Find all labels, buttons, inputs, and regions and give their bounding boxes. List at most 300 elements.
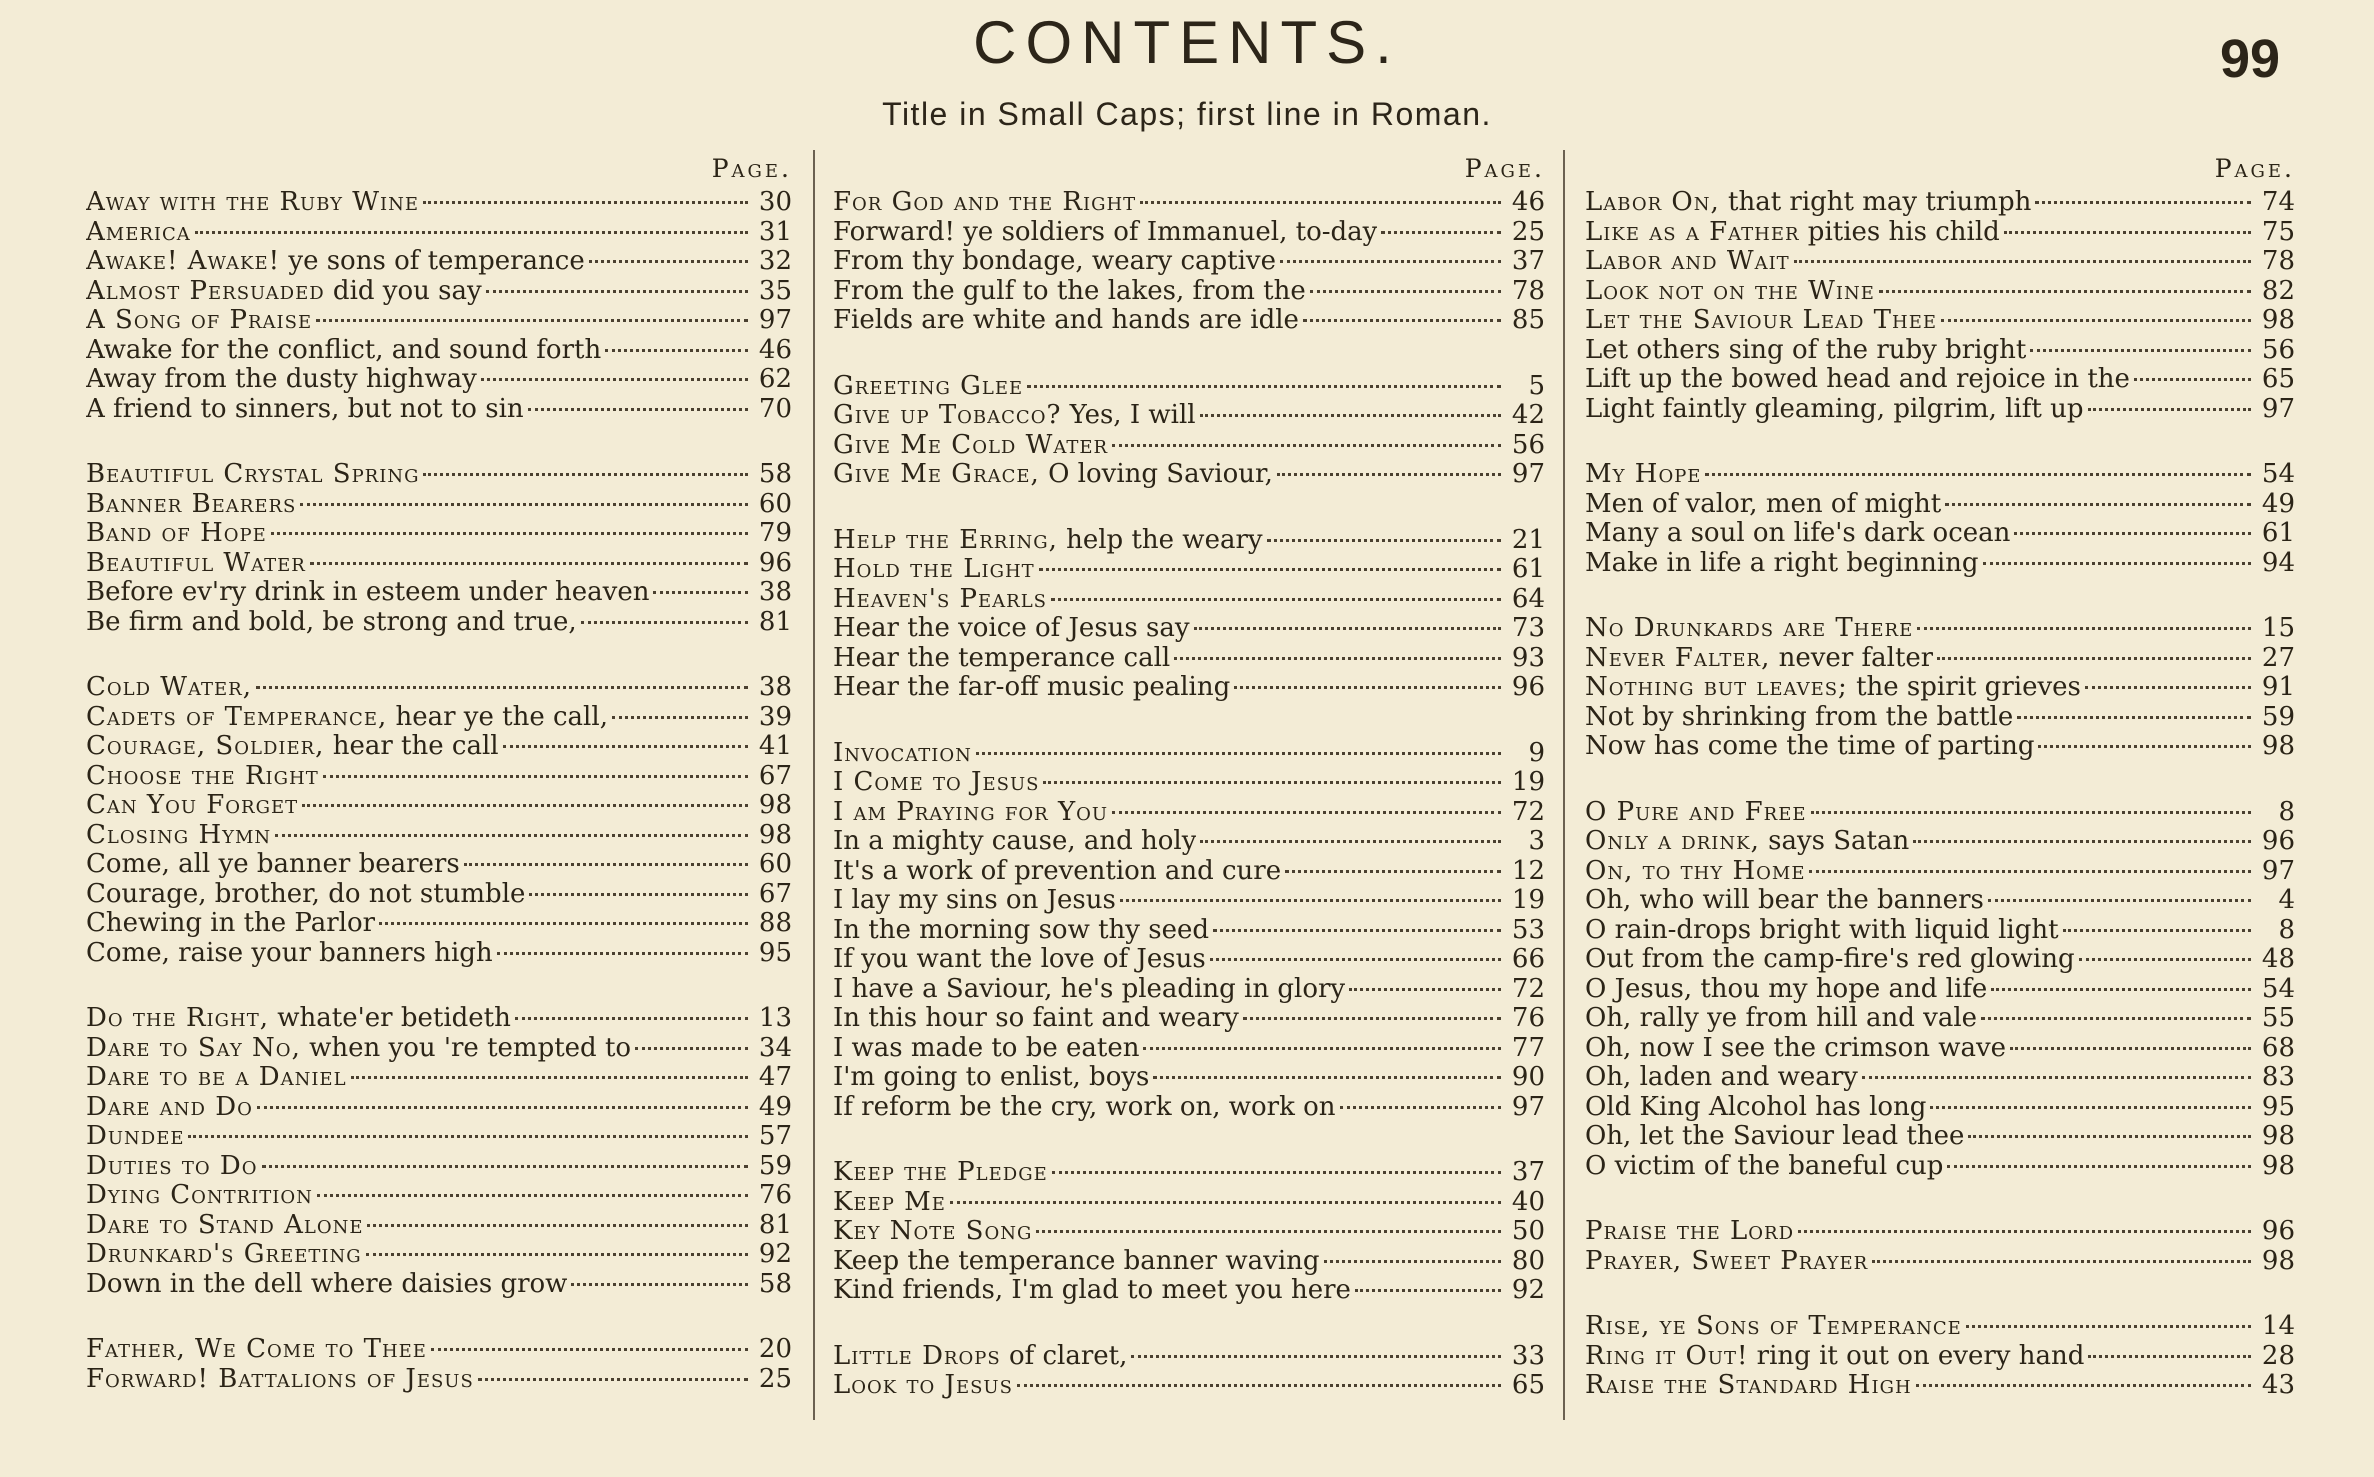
- entry-caps-title: Cadets of Temperance,: [86, 702, 388, 732]
- toc-entry: [1585, 1342, 2295, 1372]
- toc-entry: [1585, 1063, 2295, 1093]
- entry-group: [86, 188, 792, 424]
- entry-page-number: 38: [758, 577, 792, 607]
- entry-title: [86, 519, 267, 549]
- entry-page-number: 12: [1511, 855, 1545, 886]
- entry-page-number: 92: [758, 1239, 792, 1269]
- dot-leader: [2017, 716, 2251, 719]
- entry-title: [1585, 519, 2010, 549]
- entry-group: [833, 372, 1545, 490]
- dot-leader: [300, 503, 748, 506]
- entry-caps-title: Invocation: [833, 738, 972, 768]
- toc-entry: [1585, 945, 2295, 975]
- dot-leader: [2088, 408, 2251, 411]
- dot-leader: [256, 686, 748, 689]
- entry-page-number: 50: [1511, 1216, 1545, 1246]
- toc-entry: [86, 909, 792, 939]
- toc-entry: [86, 1270, 792, 1300]
- entry-title: [1585, 218, 2000, 248]
- entry-page-number: 80: [1511, 1245, 1545, 1276]
- toc-entry: [1585, 519, 2295, 549]
- entry-page-number: 78: [1511, 275, 1545, 306]
- dot-leader: [1153, 1076, 1501, 1079]
- dot-leader: [1131, 1355, 1501, 1358]
- entry-page-number: 19: [1511, 885, 1545, 915]
- entry-first-line: Old King Alcohol has long: [1585, 1092, 1927, 1122]
- toc-entry: [833, 1342, 1545, 1372]
- entry-title: [833, 372, 1023, 402]
- entry-caps-title: Give Me Cold Water: [833, 430, 1109, 460]
- entry-page-number: 32: [758, 246, 792, 276]
- toc-entry: [1585, 886, 2295, 916]
- page-number: 99: [2220, 29, 2281, 89]
- entry-first-line: Now has come the time of parting: [1585, 732, 2035, 761]
- toc-entry: [1585, 490, 2295, 520]
- toc-entry: [1585, 549, 2295, 579]
- contents-column-1: [86, 150, 792, 1430]
- toc-entry: [86, 1240, 792, 1270]
- toc-entry: [86, 791, 792, 821]
- toc-entry: [833, 644, 1545, 674]
- toc-entry: [86, 1211, 792, 1241]
- entry-caps-title: Away with the Ruby Wine: [86, 188, 420, 217]
- toc-entry: [1585, 1122, 2295, 1152]
- entry-title: [1585, 306, 1937, 336]
- entry-group: [833, 526, 1545, 703]
- entry-first-line: hear ye the call,: [387, 702, 608, 732]
- dot-leader: [1234, 686, 1501, 689]
- entry-first-line: It's a work of prevention and cure: [833, 856, 1282, 886]
- entry-first-line: O Jesus, thou my hope and life: [1585, 974, 1988, 1004]
- entry-title: [86, 1004, 511, 1034]
- entry-caps-title: Dying Contrition: [86, 1181, 313, 1210]
- toc-entry: [86, 336, 792, 366]
- entry-caps-title: Keep the Pledge: [833, 1158, 1048, 1187]
- entry-caps-title: Dare to Stand Alone: [86, 1210, 364, 1240]
- entry-page-number: 85: [1511, 305, 1545, 335]
- entry-first-line: Oh, laden and weary: [1585, 1063, 1858, 1092]
- entry-first-line: In the morning sow thy seed: [833, 915, 1209, 945]
- toc-entry: [1585, 1093, 2295, 1123]
- entry-group: [833, 188, 1545, 336]
- dot-leader: [976, 752, 1501, 755]
- entry-caps-title: Father, We Come to Thee: [86, 1335, 427, 1364]
- entry-first-line: Be firm and bold, be strong and true,: [86, 607, 577, 637]
- entry-title: [833, 673, 1230, 703]
- entry-title: [833, 1247, 1320, 1277]
- entry-first-line: pities his child: [1799, 217, 2000, 247]
- dot-leader: [1947, 1165, 2251, 1168]
- dot-leader: [1355, 1289, 1501, 1292]
- toc-entry: [833, 916, 1545, 946]
- dot-leader: [2134, 378, 2251, 381]
- entry-title: [1585, 1152, 1943, 1182]
- entry-title: [1585, 277, 1875, 307]
- dot-leader: [431, 1348, 748, 1351]
- entry-title: [86, 395, 524, 425]
- entry-title: [86, 791, 298, 821]
- entry-caps-title: Look to Jesus: [833, 1371, 1013, 1400]
- toc-entry: [833, 1004, 1545, 1034]
- entry-first-line: I'm going to enlist, boys: [833, 1063, 1150, 1092]
- entry-groups: [833, 188, 1545, 1401]
- toc-entry: [833, 614, 1545, 644]
- entry-title: [86, 703, 608, 733]
- entry-first-line: Oh, let the Saviour lead thee: [1585, 1122, 1965, 1151]
- entry-title: [833, 975, 1345, 1005]
- entry-caps-title: Courage, Soldier,: [86, 732, 325, 761]
- entry-caps-title: Labor On,: [1585, 188, 1720, 217]
- entry-title: [86, 762, 319, 792]
- toc-entry: [833, 1276, 1545, 1306]
- entry-page-number: 5: [1528, 370, 1545, 401]
- toc-entry: [1585, 827, 2295, 857]
- entry-caps-title: Duties to Do: [86, 1151, 258, 1181]
- entry-page-number: 28: [2261, 1340, 2295, 1371]
- entry-page-number: 55: [2261, 1003, 2295, 1033]
- toc-entry: [1585, 732, 2295, 762]
- toc-entry: [1585, 1312, 2295, 1342]
- dot-leader: [351, 1076, 748, 1079]
- dot-leader: [2085, 686, 2251, 689]
- entry-title: [86, 1122, 184, 1152]
- toc-entry: [86, 703, 792, 733]
- entry-caps-title: Nothing but leaves;: [1585, 673, 1848, 702]
- dot-leader: [367, 1224, 748, 1227]
- entry-caps-title: Labor and Wait: [1585, 247, 1790, 276]
- dot-leader: [262, 1165, 749, 1168]
- toc-entry: [86, 460, 792, 490]
- toc-entry: [833, 585, 1545, 615]
- entry-page-number: 58: [758, 459, 792, 489]
- entry-first-line: Oh, now I see the crimson wave: [1585, 1033, 2007, 1063]
- entry-first-line: says Satan: [1759, 827, 1910, 856]
- toc-entry: [86, 608, 792, 638]
- toc-entry: [86, 821, 792, 851]
- dot-leader: [1917, 627, 2251, 630]
- page-column-header: Page.: [1464, 154, 1545, 183]
- dot-leader: [1983, 562, 2251, 565]
- entry-page-number: 59: [758, 1150, 792, 1181]
- entry-caps-title: Let the Saviour Lead Thee: [1585, 306, 1937, 335]
- entry-page-number: 62: [758, 364, 792, 394]
- entry-caps-title: Beautiful Water: [86, 548, 306, 578]
- entry-page-number: 34: [758, 1032, 792, 1063]
- entry-page-number: 14: [2261, 1311, 2295, 1341]
- dot-leader: [2010, 1047, 2251, 1050]
- entry-first-line: when you 're tempted to: [300, 1033, 632, 1063]
- toc-entry: [86, 306, 792, 336]
- dot-leader: [323, 775, 748, 778]
- entry-page-number: 43: [2261, 1370, 2295, 1400]
- dot-leader: [317, 1194, 748, 1197]
- entry-first-line: whate'er betideth: [269, 1004, 511, 1033]
- entry-first-line: Kind friends, I'm glad to meet you here: [833, 1276, 1351, 1305]
- entry-title: [86, 1181, 313, 1211]
- entry-page-number: 83: [2261, 1062, 2295, 1092]
- entry-caps-title: Closing Hymn: [86, 820, 272, 850]
- dot-leader: [1140, 201, 1501, 204]
- entry-title: [1585, 614, 1913, 644]
- entry-caps-title: Little Drops: [833, 1341, 1001, 1371]
- entry-first-line: Lift up the bowed head and rejoice in the: [1585, 365, 2130, 394]
- dot-leader: [1112, 811, 1501, 814]
- entry-page-number: 93: [1511, 642, 1545, 673]
- subtitle: Title in Small Caps; first line in Roman.: [882, 96, 1492, 132]
- toc-entry: [833, 555, 1545, 585]
- entry-page-number: 91: [2261, 672, 2295, 702]
- dot-leader: [481, 378, 748, 381]
- entry-caps-title: Choose the Right: [86, 761, 319, 791]
- entry-title: [833, 916, 1209, 946]
- entry-page-number: 96: [1511, 672, 1545, 702]
- entry-title: [86, 188, 419, 218]
- entry-title: [833, 1063, 1149, 1093]
- entry-first-line: hear the call: [324, 732, 499, 761]
- dot-leader: [1872, 1260, 2251, 1263]
- entry-title: [1585, 703, 2013, 733]
- toc-entry: [86, 762, 792, 792]
- toc-entry: [1585, 857, 2295, 887]
- entry-page-number: 60: [758, 488, 792, 519]
- entry-caps-title: Beautiful Crystal Spring: [86, 460, 420, 489]
- toc-entry: [833, 401, 1545, 431]
- entry-page-number: 15: [2261, 613, 2295, 643]
- toc-entry: [86, 732, 792, 762]
- entry-page-number: 54: [2261, 973, 2295, 1004]
- entry-page-number: 40: [1511, 1186, 1545, 1217]
- entry-first-line: Keep the temperance banner waving: [833, 1246, 1320, 1276]
- toc-entry: [86, 1181, 792, 1211]
- entry-page-number: 9: [1528, 737, 1545, 768]
- dot-leader: [529, 893, 748, 896]
- page-column-header: Page.: [711, 154, 792, 183]
- entry-title: [833, 460, 1273, 490]
- entry-first-line: Not by shrinking from the battle: [1585, 702, 2014, 732]
- entry-page-number: 49: [2261, 488, 2295, 519]
- entry-title: [1585, 1004, 1977, 1034]
- entry-first-line: Yes, I will: [1061, 401, 1196, 430]
- entry-caps-title: Banner Bearers: [86, 489, 297, 519]
- entry-page-number: 27: [2261, 642, 2295, 673]
- toc-entry: [1585, 188, 2295, 218]
- entry-first-line: ye sons of temperance: [280, 247, 585, 276]
- dot-leader: [1200, 414, 1501, 417]
- entry-title: [86, 909, 375, 939]
- dot-leader: [653, 591, 748, 594]
- toc-entry: [1585, 1034, 2295, 1064]
- entry-title: [1585, 549, 1979, 579]
- entry-title: [86, 1365, 474, 1395]
- toc-entry: [86, 188, 792, 218]
- entry-page-number: 97: [758, 305, 792, 335]
- entry-group: [86, 673, 792, 968]
- entry-title: [833, 827, 1196, 857]
- toc-entry: [1585, 277, 2295, 307]
- entry-title: [86, 673, 252, 703]
- entry-title: [1585, 1093, 1926, 1123]
- entry-page-number: 21: [1511, 524, 1545, 555]
- entry-title: [833, 188, 1136, 218]
- toc-entry: [1585, 798, 2295, 828]
- entry-page-number: 98: [2261, 731, 2295, 761]
- toc-entry: [86, 1063, 792, 1093]
- entry-title: [86, 821, 271, 851]
- entry-caps-title: Dare to be a Daniel: [86, 1063, 347, 1092]
- entry-first-line: Come, raise your banners high: [86, 938, 493, 968]
- dot-leader: [571, 1283, 748, 1286]
- entry-title: [1585, 365, 2130, 395]
- toc-entry: [86, 247, 792, 277]
- entry-title: [1585, 1063, 1858, 1093]
- dot-leader: [478, 1378, 748, 1381]
- entry-caps-title: A Song of Praise: [86, 306, 313, 335]
- entry-page-number: 37: [1511, 1157, 1545, 1187]
- dot-leader: [1966, 1325, 2251, 1328]
- entry-title: [1585, 916, 2059, 946]
- dot-leader: [2035, 201, 2251, 204]
- entry-title: [833, 945, 1206, 975]
- dot-leader: [1941, 319, 2251, 322]
- entry-title: [833, 277, 1306, 307]
- entry-first-line: Hear the voice of Jesus say: [833, 614, 1190, 643]
- toc-entry: [1585, 395, 2295, 425]
- toc-entry: [86, 1365, 792, 1395]
- entry-caps-title: Give up Tobacco?: [833, 401, 1062, 430]
- entry-page-number: 82: [2261, 275, 2295, 306]
- entry-first-line: Let others sing of the ruby bright: [1585, 335, 2027, 365]
- entry-title: [833, 1217, 1032, 1247]
- entry-page-number: 46: [1511, 187, 1545, 217]
- entry-page-number: 65: [1511, 1370, 1545, 1400]
- entry-title: [833, 1276, 1351, 1306]
- entry-caps-title: Key Note Song: [833, 1217, 1033, 1246]
- entry-caps-title: No Drunkards are There: [1585, 614, 1914, 643]
- entry-caps-title: Help the Erring,: [833, 525, 1058, 555]
- entry-page-number: 46: [758, 334, 792, 365]
- entry-page-number: 98: [2261, 1245, 2295, 1276]
- entry-page-number: 67: [758, 878, 792, 909]
- toc-entry: [86, 365, 792, 395]
- entry-first-line: that right may triumph: [1719, 188, 2032, 217]
- dot-leader: [2088, 1355, 2251, 1358]
- dot-leader: [1310, 290, 1501, 293]
- toc-entry: [833, 1217, 1545, 1247]
- toc-entry: [833, 945, 1545, 975]
- entry-title: [86, 365, 477, 395]
- dot-leader: [1798, 1230, 2251, 1233]
- dot-leader: [379, 922, 748, 925]
- toc-entry: [833, 1093, 1545, 1123]
- entry-first-line: In this hour so faint and weary: [833, 1004, 1239, 1033]
- entry-first-line: I lay my sins on Jesus: [833, 886, 1116, 915]
- entry-first-line: Fields are white and hands are idle: [833, 306, 1299, 335]
- entry-page-number: 20: [758, 1334, 792, 1364]
- entry-title: [833, 1034, 1139, 1064]
- dot-leader: [1303, 319, 1501, 322]
- toc-entry: [1585, 673, 2295, 703]
- dot-leader: [1017, 1384, 1501, 1387]
- toc-entry: [833, 798, 1545, 828]
- entry-group: [86, 1335, 792, 1394]
- entry-title: [833, 247, 1276, 277]
- entry-title: [86, 880, 525, 910]
- entry-first-line: Out from the camp-fire's red glowing: [1585, 945, 2075, 974]
- entry-page-number: 8: [2278, 914, 2295, 945]
- entry-title: [86, 732, 499, 762]
- entry-caps-title: Cold Water,: [86, 673, 253, 702]
- entry-page-number: 98: [758, 819, 792, 850]
- entry-page-number: 75: [2261, 216, 2295, 247]
- dot-leader: [589, 260, 748, 263]
- entry-page-number: 49: [758, 1091, 792, 1122]
- entry-title: [1585, 886, 1984, 916]
- entry-first-line: ring it out on every hand: [1748, 1341, 2085, 1371]
- entry-first-line: From the gulf to the lakes, from the: [833, 276, 1306, 306]
- entry-first-line: Come, all ye banner bearers: [86, 850, 460, 879]
- entry-first-line: of claret,: [1000, 1341, 1128, 1371]
- dot-leader: [1143, 1047, 1501, 1050]
- entry-group: [1585, 1312, 2295, 1401]
- entry-first-line: If reform be the cry, work on, work on: [833, 1092, 1336, 1122]
- entry-page-number: 98: [2261, 1150, 2295, 1181]
- entry-page-number: 35: [758, 275, 792, 306]
- entry-title: [833, 857, 1281, 887]
- entry-page-number: 57: [758, 1121, 792, 1151]
- dot-leader: [1213, 929, 1501, 932]
- entry-title: [1585, 1122, 1964, 1152]
- entry-first-line: never falter: [1770, 643, 1934, 673]
- entry-title: [86, 1093, 253, 1123]
- entry-title: [86, 277, 482, 307]
- toc-entry: [833, 1158, 1545, 1188]
- entry-title: [1585, 1371, 1912, 1401]
- toc-entry: [1585, 460, 2295, 490]
- entry-first-line: If you want the love of Jesus: [833, 945, 1206, 974]
- toc-entry: [833, 247, 1545, 277]
- entry-caps-title: Dundee: [86, 1122, 185, 1151]
- toc-entry: [1585, 975, 2295, 1005]
- toc-entry: [833, 857, 1545, 887]
- entry-page-number: 81: [758, 1209, 792, 1240]
- entry-title: [86, 1063, 347, 1093]
- toc-entry: [1585, 916, 2295, 946]
- entry-first-line: Forward! ye soldiers of Immanuel, to-day: [833, 217, 1378, 247]
- entry-title: [833, 218, 1377, 248]
- dot-leader: [188, 1135, 748, 1138]
- toc-entry: [833, 218, 1545, 248]
- toc-entry: [1585, 1152, 2295, 1182]
- entry-page-number: 72: [1511, 973, 1545, 1004]
- entry-page-number: 97: [2261, 855, 2295, 886]
- toc-entry: [1585, 614, 2295, 644]
- entry-title: [833, 1158, 1048, 1188]
- entry-first-line: Hear the far-off music pealing: [833, 673, 1231, 702]
- dot-leader: [950, 1201, 1501, 1204]
- entry-page-number: 98: [758, 790, 792, 820]
- entry-title: [1585, 1247, 1868, 1277]
- entry-first-line: the spirit grieves: [1847, 673, 2081, 702]
- entry-title: [86, 939, 493, 969]
- entry-first-line: Oh, rally ye from hill and vale: [1585, 1004, 1978, 1033]
- entry-caps-title: I Come to Jesus: [833, 768, 1040, 797]
- entry-group: [1585, 614, 2295, 762]
- entry-title: [1585, 975, 1987, 1005]
- entry-title: [1585, 1217, 1794, 1247]
- entry-page-number: 41: [758, 731, 792, 761]
- dot-leader: [1051, 598, 1501, 601]
- entry-title: [86, 1270, 567, 1300]
